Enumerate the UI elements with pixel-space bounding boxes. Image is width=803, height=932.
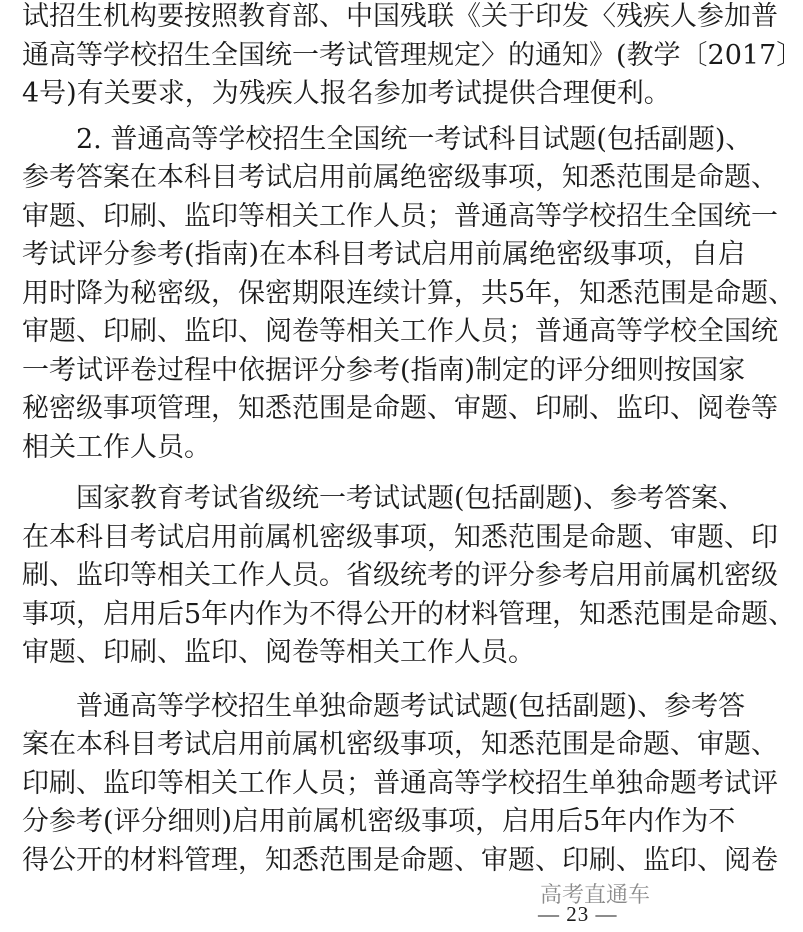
text-line: 一考试评卷过程中依据评分参考(指南)制定的评分细则按国家: [22, 354, 746, 386]
text-line: 通高等学校招生全国统一考试管理规定〉的通知》(教学〔2017〕: [22, 39, 803, 71]
text-line: 审题、印刷、监印、阅卷等相关工作人员。: [22, 637, 535, 668]
text-line: 普通高等学校招生单独命题考试试题(包括副题)、参考答: [76, 690, 746, 722]
text-line: 试招生机构要按照教育部、中国残联《关于印发〈残疾人参加普: [22, 1, 778, 32]
page-number: — 23 —: [538, 902, 618, 926]
text-line: 在本科目考试启用前属机密级事项，知悉范围是命题、审题、印: [22, 521, 778, 553]
text-line: 秘密级事项管理，知悉范围是命题、审题、印刷、监印、阅卷等: [22, 393, 778, 424]
text-line: 事项，启用后5年内作为不得公开的材料管理，知悉范围是命题、: [22, 598, 796, 630]
text-line: 得公开的材料管理，知悉范围是命题、审题、印刷、监印、阅卷: [22, 844, 778, 876]
text-line: 刷、监印等相关工作人员。省级统考的评分参考启用前属机密级: [22, 560, 778, 591]
text-line: 分参考(评分细则)启用前属机密级事项，启用后5年内作为不: [22, 806, 736, 837]
paragraph: [22, 121, 796, 468]
text-line: 相关工作人员。: [22, 431, 211, 463]
text-line: 案在本科目考试启用前属机密级事项，知悉范围是命题、审题、: [22, 729, 778, 760]
paragraph: [22, 0, 803, 114]
document-body: [22, 0, 803, 880]
text-line: 印刷、监印等相关工作人员；普通高等学校招生单独命题考试评: [22, 767, 778, 799]
text-line: 4号)有关要求，为残疾人报名参加考试提供合理便利。: [22, 78, 671, 109]
text-line: 考试评分参考(指南)在本科目考试启用前属绝密级事项，自启: [22, 239, 746, 270]
text-line: 审题、印刷、监印、阅卷等相关工作人员；普通高等学校全国统: [22, 316, 778, 347]
paragraph: [22, 480, 796, 673]
text-line: 用时降为秘密级，保密期限连续计算，共5年，知悉范围是命题、: [22, 277, 796, 309]
text-line: 参考答案在本科目考试启用前属绝密级事项，知悉范围是命题、: [22, 162, 778, 193]
watermark: 高考直通车: [539, 883, 650, 908]
text-line: 2. 普通高等学校招生全国统一考试科目试题(包括副题)、: [76, 123, 753, 155]
text-line: 国家教育考试省级统一考试试题(包括副题)、参考答案、: [76, 483, 746, 514]
text-line: 审题、印刷、监印等相关工作人员；普通高等学校招生全国统一: [22, 200, 778, 232]
paragraph: [22, 688, 778, 881]
